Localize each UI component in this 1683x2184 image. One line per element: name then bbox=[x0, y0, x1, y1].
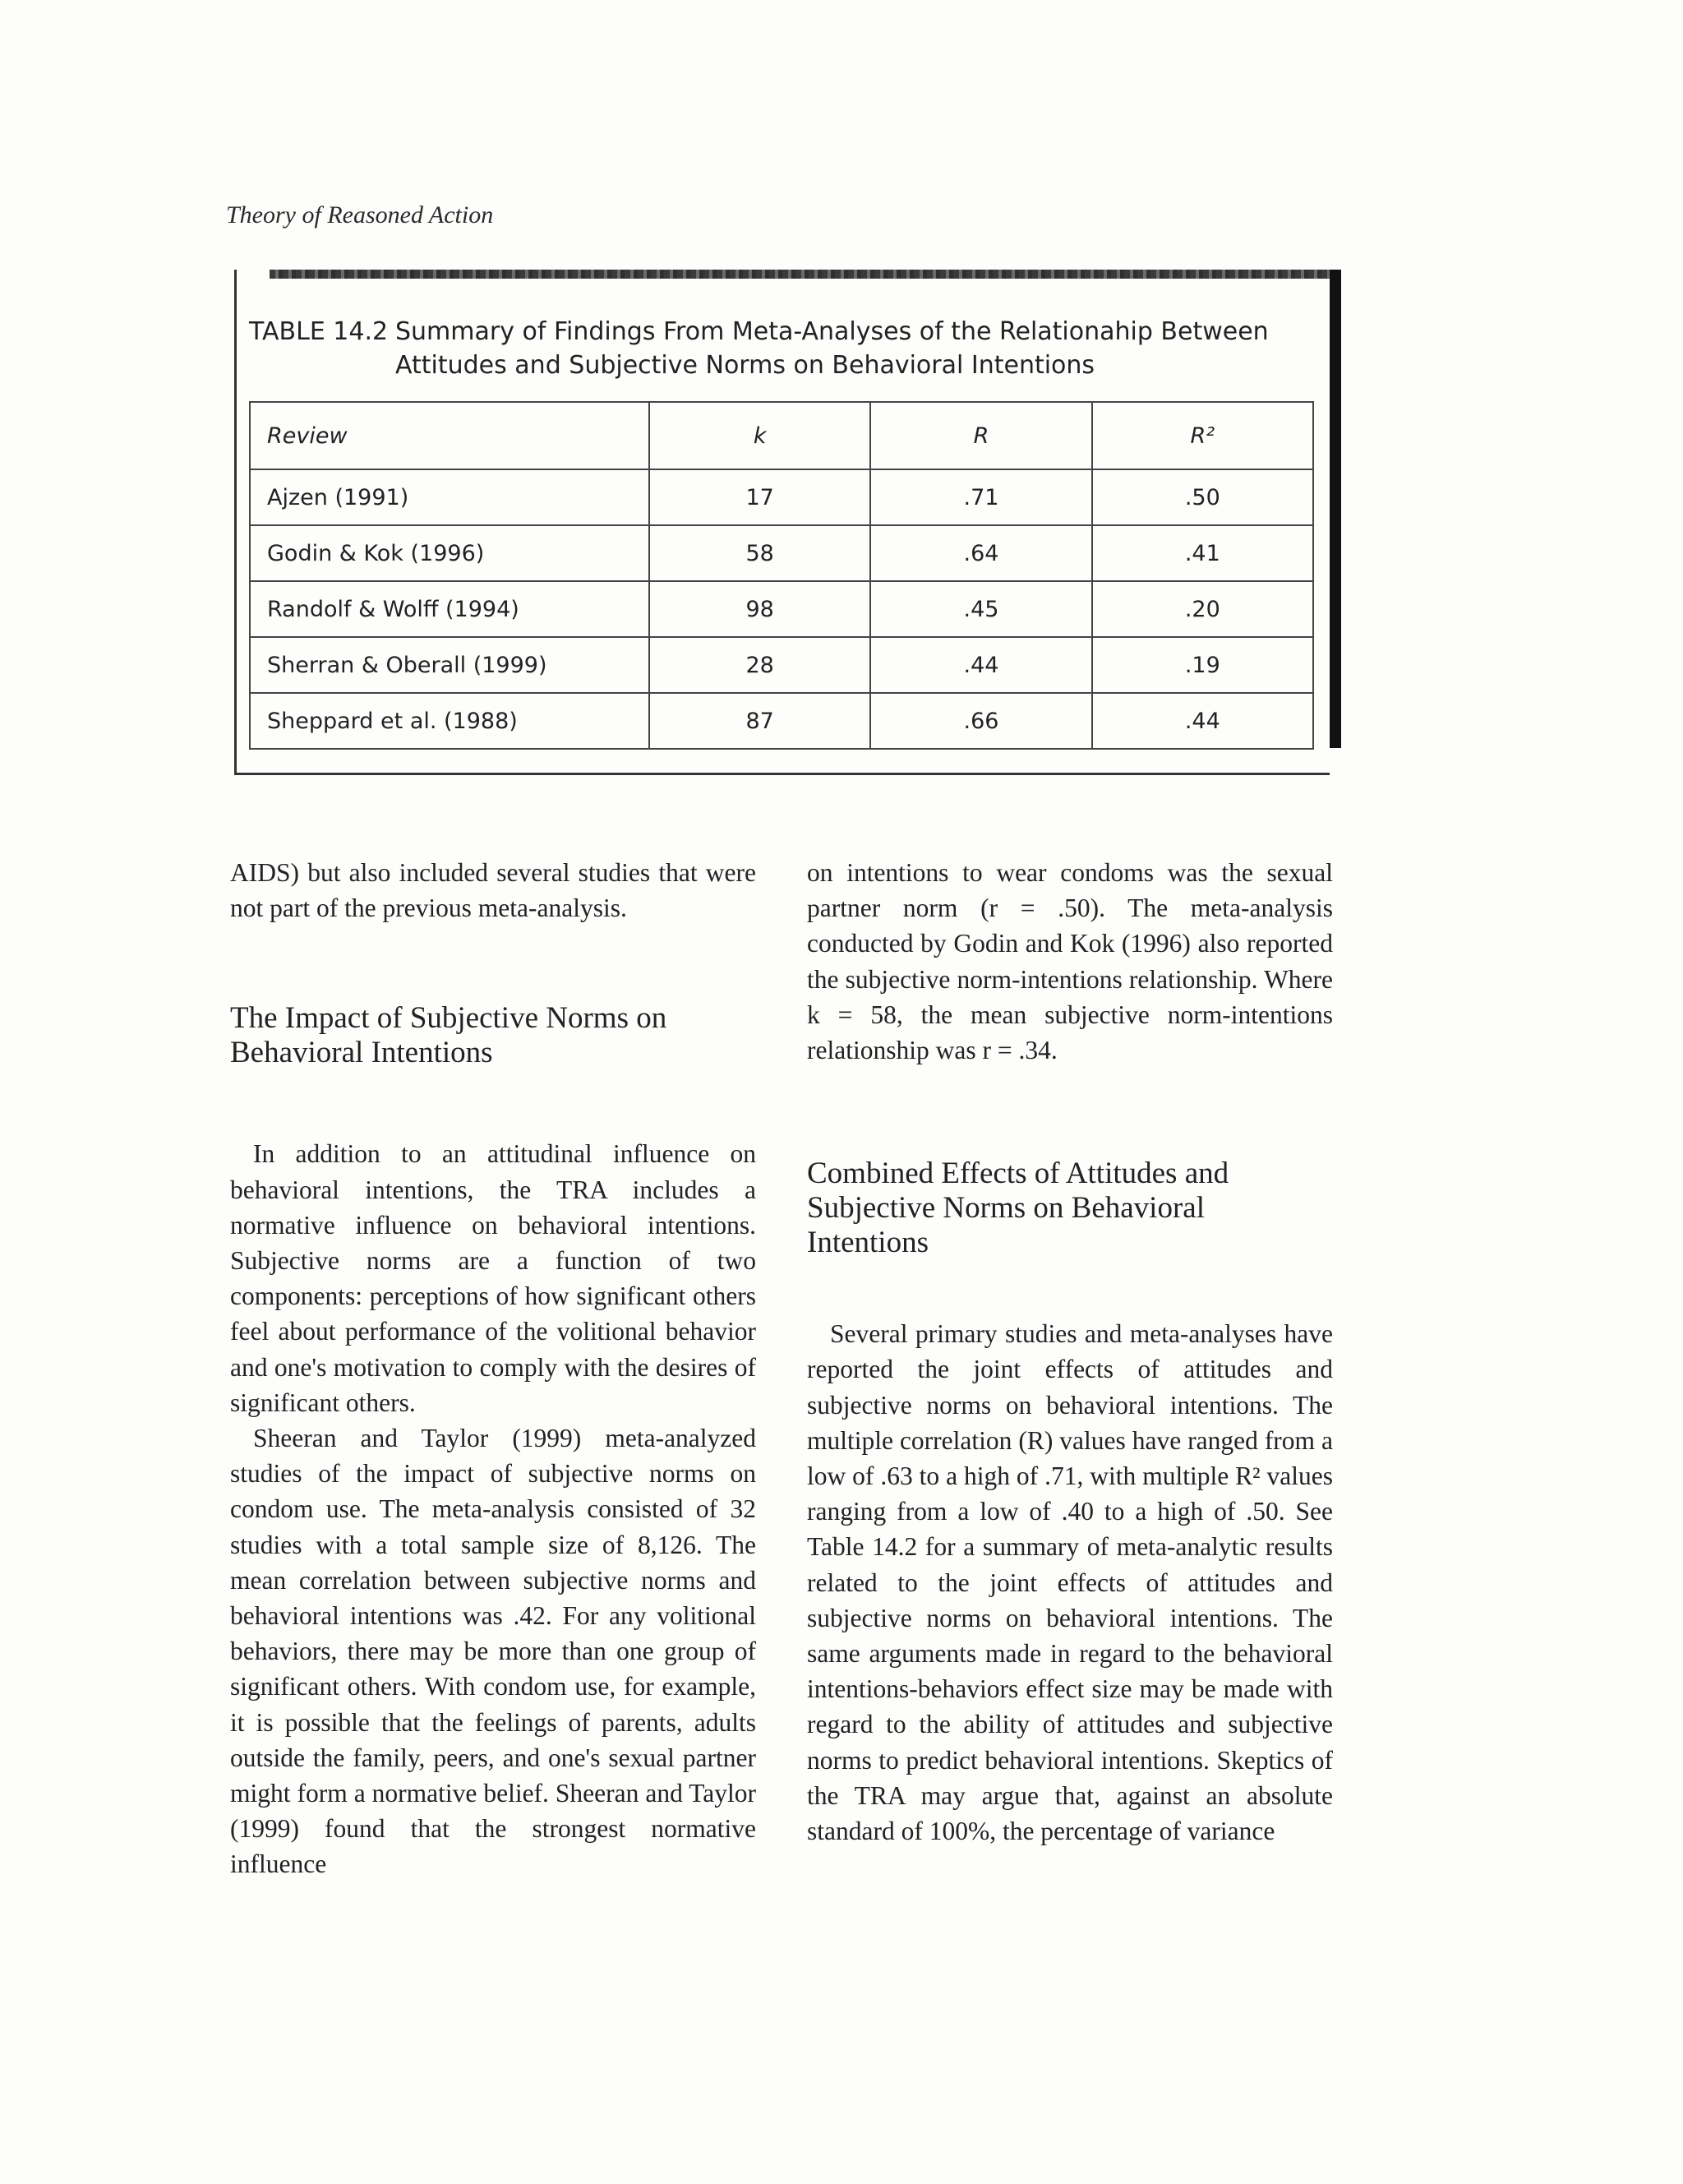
right-column bbox=[807, 855, 1333, 1849]
cell-r: .44 bbox=[870, 637, 1091, 693]
cell-k: 87 bbox=[649, 693, 870, 749]
header-review: Review bbox=[250, 402, 649, 469]
cell-r-squared: .19 bbox=[1092, 637, 1313, 693]
table-title: Summary of Findings From Meta-Analyses of the Relationahip Between Attitudes and Subjective Norms on Behavioral Intentions bbox=[395, 317, 1269, 380]
cell-r-squared: .20 bbox=[1092, 581, 1313, 637]
section-heading: The Impact of Subjective Norms on Behavioral Intentions bbox=[230, 1001, 667, 1070]
cell-k: 58 bbox=[649, 525, 870, 581]
cell-r-squared: .41 bbox=[1092, 525, 1313, 581]
table-top-rule bbox=[270, 270, 1330, 279]
body-paragraph: Sheeran and Taylor (1999) meta-analyzed studies of the impact of subjective norms on condom use. The meta-analysis consisted of 32 studies with a total sample size of 8,126. The mean correlation between subjective norms and behavioral intentions was .42. For any volitional behaviors, there may be more than one group of significant others. With condom use, for example, it is possible that the feelings of parents, adults outside the family, peers, and one's sexual partner might form a normative belief. Sheeran and Taylor (1999) found that the strongest normative influence bbox=[230, 1424, 756, 1879]
cell-r-squared: .44 bbox=[1092, 693, 1313, 749]
table-row bbox=[250, 469, 1313, 525]
header-k: k bbox=[649, 402, 870, 469]
body-paragraph: AIDS) but also included several studies that were not part of the previous meta-analysis. bbox=[230, 858, 756, 923]
header-r-squared: R² bbox=[1092, 402, 1313, 469]
table-row bbox=[250, 693, 1313, 749]
cell-r: .45 bbox=[870, 581, 1091, 637]
summary-table bbox=[249, 401, 1314, 750]
body-paragraph: on intentions to wear condoms was the sexual partner norm (r = .50). The meta-analysis conducted by Godin and Kok (1996) also reported the subjective norm-intentions relationship. Where k = 58, the mean subjective norm-intentions relationship was r = .34. bbox=[807, 858, 1333, 1065]
cell-review: Ajzen (1991) bbox=[250, 469, 649, 525]
cell-r-squared: .50 bbox=[1092, 469, 1313, 525]
cell-r: .66 bbox=[870, 693, 1091, 749]
table-header-row bbox=[250, 402, 1313, 469]
cell-r: .71 bbox=[870, 469, 1091, 525]
table-row bbox=[250, 525, 1313, 581]
table-row bbox=[250, 581, 1313, 637]
running-head: Theory of Reasoned Action bbox=[226, 201, 494, 229]
table-row bbox=[250, 637, 1313, 693]
header-r: R bbox=[870, 402, 1091, 469]
cell-review: Sheppard et al. (1988) bbox=[250, 693, 649, 749]
cell-review: Randolf & Wolff (1994) bbox=[250, 581, 649, 637]
cell-k: 17 bbox=[649, 469, 870, 525]
cell-k: 98 bbox=[649, 581, 870, 637]
cell-r: .64 bbox=[870, 525, 1091, 581]
cell-review: Godin & Kok (1996) bbox=[250, 525, 649, 581]
table-label: TABLE 14.2 bbox=[249, 317, 389, 346]
left-column bbox=[230, 855, 756, 1882]
cell-review: Sherran & Oberall (1999) bbox=[250, 637, 649, 693]
body-paragraph: Several primary studies and meta-analyses have reported the joint effects of attitudes and subjective norms on behavioral intentions. The multiple correlation (R) values have ranged from a low of .63 to a high of .71, with multiple R² values ranging from a low of .40 to a high of .50. See Table 14.2 for a summary of meta-analytic results related to the joint effects of attitudes and subjective norms on behavioral intentions. The same arguments made in regard to the behavioral intentions-behaviors effect size may be made with regard to the ability of attitudes and subjective norms to predict behavioral intentions. Skeptics of the TRA may argue that, against an absolute standard of 100%, the percentage of variance bbox=[807, 1319, 1333, 1846]
cell-k: 28 bbox=[649, 637, 870, 693]
table-box bbox=[234, 270, 1330, 775]
body-paragraph: In addition to an attitudinal influence on behavioral intentions, the TRA includes a normative influence on behavioral intentions. Subjective norms are a function of two components: perceptions of how significant others feel about performance of the volitional behavior and one's motivation to comply with the desires of significant others. bbox=[230, 1139, 756, 1417]
section-heading: Combined Effects of Attitudes and Subjective Norms on Behavioral Intentions bbox=[807, 1157, 1229, 1260]
